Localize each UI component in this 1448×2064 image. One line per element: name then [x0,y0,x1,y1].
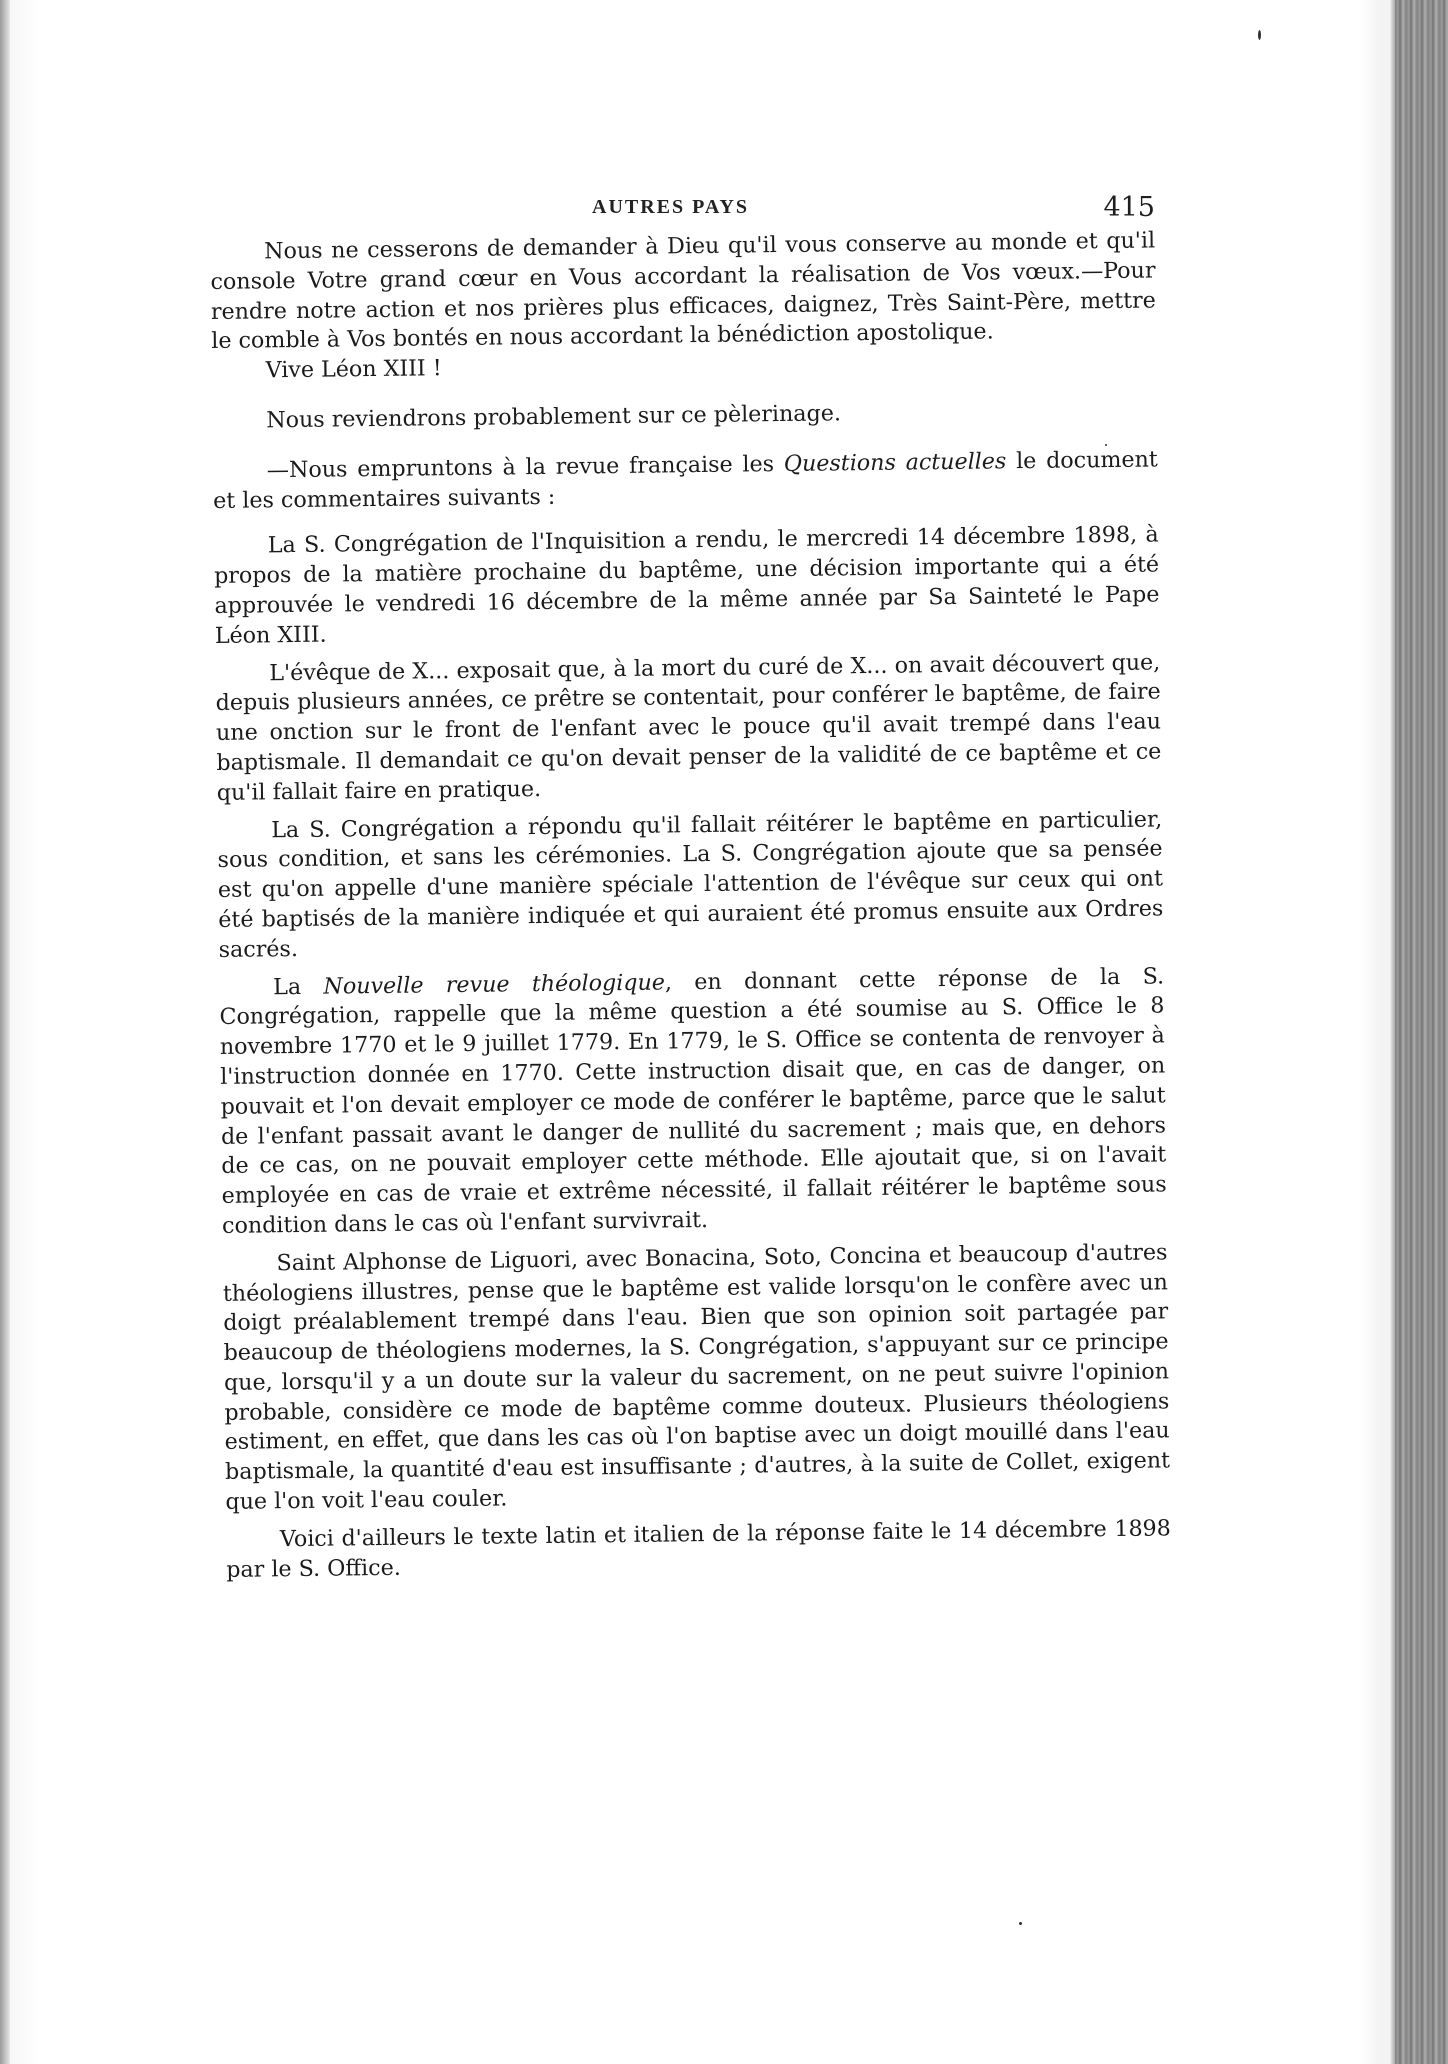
paragraph-review-commentary [219,962,1167,1242]
review-intro: La [272,973,324,1000]
paragraph-closing-address: Nous ne cesserons de demander à Dieu qu'il vous conserve au monde et qu'il console Votre grand cœur en Vous accordant la réalisation de Vos vœux.—Pour rendre notre action et nos prières plus efficaces, daignez, Très Saint-Père, mettre le comble à Vos bontés en nous accordant la bénédiction apostolique. [210,227,1156,355]
ink-speck [1258,30,1261,40]
review-text: , en donnant cette réponse de la S. Congrégation, rappelle que la même question a été soumise au S. Office le 8 novembre 1770 et le 9 juillet 1779. En 1779, le S. Office se contenta de renvoyer à l'instruction donnée en 1770. Cette instruction disait que, en cas de danger, on pouvait et l'on devait employer ce mode de conférer le baptême, parce que le salut de l'enfant passait avant le danger de nullité du sacrement ; mais que, en dehors de ce cas, on ne pouvait employer cette méthode. Elle ajoutait que, si on l'avait employée en cas de vraie et extrême nécessité, il fallait réitérer le baptême sous condition dans le cas où l'enfant survivrait. [219,962,1167,1239]
ink-speck [1019,1922,1022,1925]
page-number: 415 [1103,192,1155,223]
page-stack-edge [1395,0,1448,2064]
running-header [210,192,1155,232]
paragraph-decision: La S. Congrégation de l'Inquisition a rendu, le mercredi 14 décembre 1898, à propos de la matière prochaine du baptême, une décision importante qui a été approuvée le vendredi 16 décembre de la même année par Sa Sainteté le Pape Léon XIII. [213,521,1160,649]
body-text [210,226,1171,1585]
facing-page-edge [0,0,10,2064]
ink-speck [1105,444,1107,446]
source-intro-tail: le document et les commentaires suivants : [213,446,1158,514]
paragraph-latin-text-intro: Voici d'ailleurs le texte latin et italien de la réponse faite le 14 décembre 1898 par le S. Office. [226,1515,1171,1583]
journal-title: Questions actuelles [783,448,1007,477]
paragraph-acclamation: Vive Léon XIII ! [265,355,442,384]
paragraph-pilgrimage-note: Nous reviendrons probablement sur ce pèlerinage. [266,400,842,434]
paragraph-case: L'évêque de X... exposait que, à la mort du curé de X... on avait découvert que, depuis plusieurs années, ce prêtre se contentait, pour conférer le baptême, de faire une onction sur le front de l'enfant avec le pouce qu'il avait trempé dans l'eau baptismale. Il demandait ce qu'on devait penser de la validité de ce baptême et ce qu'il fallait faire en pratique. [215,648,1162,806]
source-intro-text: —Nous empruntons à la revue française les [266,450,784,484]
paragraph-theologians: Saint Alphonse de Liguori, avec Bonacina, Soto, Concina et beaucoup d'autres théologiens illustres, pense que le baptême est valide lorsqu'on le confère avec un doigt préalablement trempé dans l'eau. Bien que son opinion soit partagée par beaucoup de théologiens modernes, la S. Congrégation, s'appuyant sur ce principe que, lorsqu'il y a un doute sur la valeur du sacrement, on ne peut suivre l'opinion probable, considère ce mode de baptême comme douteux. Plusieurs théologiens estiment, en effet, que dans les cas où l'on baptise avec un doigt mouillé dans l'eau baptismale, la quantité d'eau est insuffisante ; d'autres, à la suite de Collet, exigent que l'on voit l'eau couler. [222,1239,1171,1515]
paragraph-response: La S. Congrégation a répondu qu'il fallait réitérer le baptême en particulier, sous condition, et sans les cérémonies. La S. Congrégation ajoute que sa pensée est qu'on appelle d'une manière spéciale l'attention de l'évêque sur ceux qui ont été baptisés de la manière indiquée et qui auraient été promus ensuite aux Ordres sacrés. [217,805,1164,963]
paragraph-source-intro [213,445,1159,516]
section-title: AUTRES PAYS [592,196,750,218]
review-title: Nouvelle revue théologique [323,969,666,1000]
